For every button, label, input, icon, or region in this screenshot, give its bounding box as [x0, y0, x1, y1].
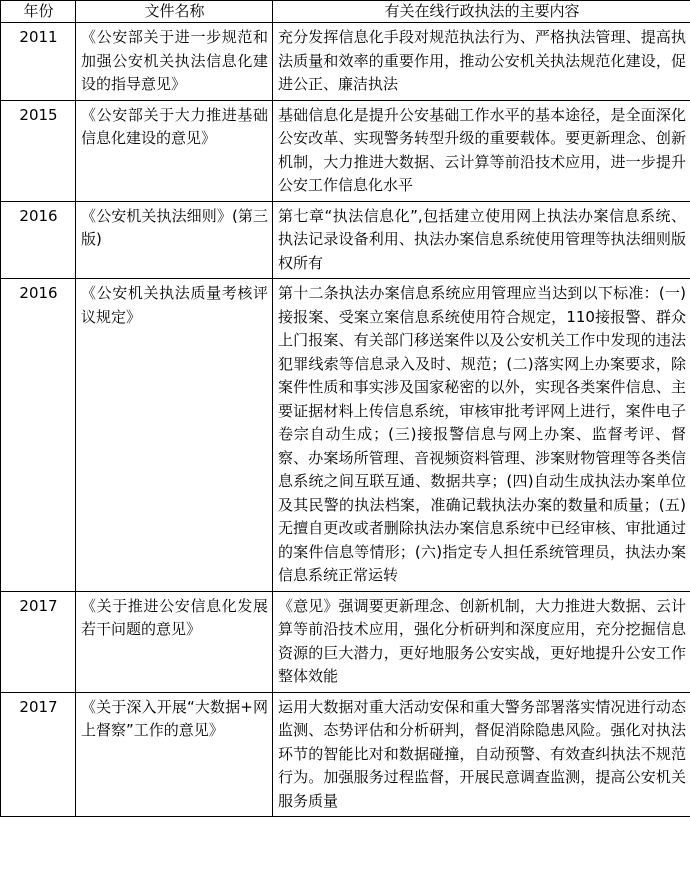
document-name-cell: 《公安部关于大力推进基础信息化建设的意见》 — [76, 100, 273, 201]
content-cell: 《意见》强调要更新理念、创新机制，大力推进大数据、云计算等前沿技术应用，强化分析研判和深度应用，充分挖掘信息资源的巨大潜力，更好地服务公安实战，更好地提升公安工作整体效能 — [273, 591, 690, 692]
table-row — [1, 591, 690, 692]
document-name-cell: 《公安机关执法细则》(第三版) — [76, 201, 273, 279]
header-name: 文件名称 — [76, 1, 273, 23]
table-row — [1, 692, 690, 817]
document-name-cell: 《公安部关于进一步规范和加强公安机关执法信息化建设的指导意见》 — [76, 23, 273, 101]
header-row — [1, 1, 690, 23]
year-cell: 2017 — [1, 692, 76, 817]
table-row — [1, 201, 690, 279]
header-year: 年份 — [1, 1, 76, 23]
content-cell: 运用大数据对重大活动安保和重大警务部署落实情况进行动态监测、态势评估和分析研判，督促消除隐患风险。强化对执法环节的智能比对和数据碰撞，自动预警、有效查纠执法不规范行为。加强服务过程监督，开展民意调查监测，提高公安机关服务质量 — [273, 692, 690, 817]
document-name-cell: 《关于深入开展“大数据+网上督察”工作的意见》 — [76, 692, 273, 817]
content-cell: 基础信息化是提升公安基础工作水平的基本途径，是全面深化公安改革、实现警务转型升级的重要载体。要更新理念、创新机制，大力推进大数据、云计算等前沿技术应用，进一步提升公安工作信息化水平 — [273, 100, 690, 201]
year-cell: 2015 — [1, 100, 76, 201]
content-cell: 第七章“执法信息化”,包括建立使用网上执法办案信息系统、执法记录设备利用、执法办案信息系统使用管理等执法细则版权所有 — [273, 201, 690, 279]
table-row — [1, 23, 690, 101]
content-cell: 第十二条执法办案信息系统应用管理应当达到以下标准：(一)接报案、受案立案信息系统使用符合规定，110接报警、群众上门报案、有关部门移送案件以及公安机关工作中发现的违法犯罪线索等信息录入及时、规范；(二)落实网上办案要求，除案件性质和事实涉及国家秘密的以外，实现各类案件信息、主要证据材料上传信息系统，审核审批考评网上进行，案件电子卷宗自动生成；(三)接报警信息与网上办案、监督考评、督察、办案场所管理、音视频资料管理、涉案财物管理等各类信息系统之间互联互通、数据共享；(四)自动生成执法办案单位及其民警的执法档案，准确记载执法办案的数量和质量；(五)无擅自更改或者删除执法办案信息系统中已经审核、审批通过的案件信息等情形；(六)指定专人担任系统管理员，执法办案信息系统正常运转 — [273, 279, 690, 592]
document-name-cell: 《关于推进公安信息化发展若干问题的意见》 — [76, 591, 273, 692]
year-cell: 2011 — [1, 23, 76, 101]
year-cell: 2016 — [1, 201, 76, 279]
table-row — [1, 100, 690, 201]
document-name-cell: 《公安机关执法质量考核评议规定》 — [76, 279, 273, 592]
year-cell: 2017 — [1, 591, 76, 692]
table-row — [1, 279, 690, 592]
year-cell: 2016 — [1, 279, 76, 592]
content-cell: 充分发挥信息化手段对规范执法行为、严格执法管理、提高执法质量和效率的重要作用，推动公安机关执法规范化建设，促进公正、廉洁执法 — [273, 23, 690, 101]
header-content: 有关在线行政执法的主要内容 — [273, 1, 690, 23]
